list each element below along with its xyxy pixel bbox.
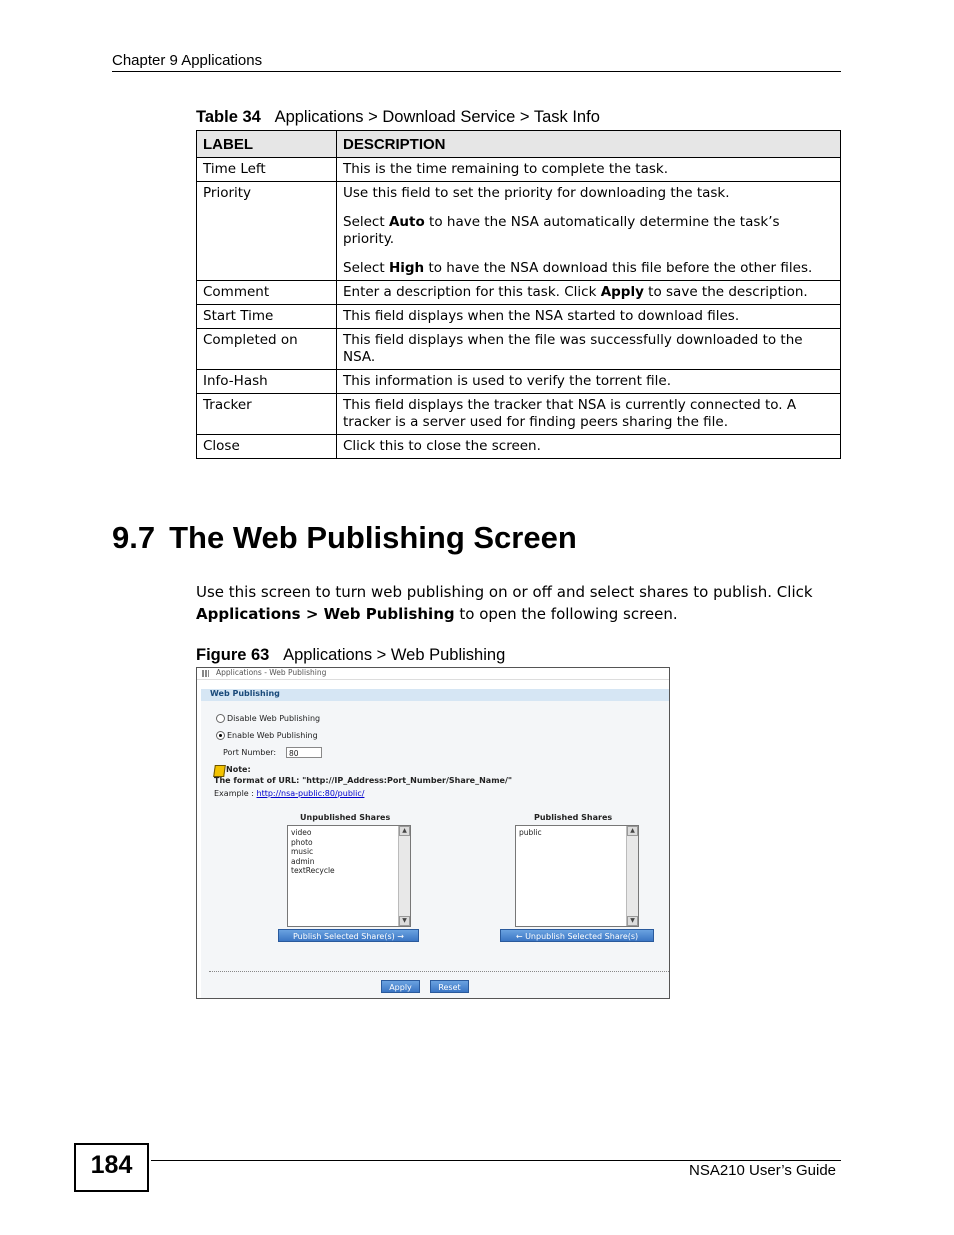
priority-paragraph-3 [343, 260, 834, 277]
published-shares-list[interactable] [515, 825, 639, 927]
row-label: Close [197, 435, 337, 459]
list-item[interactable]: video [291, 828, 312, 837]
note-label: Note: [226, 765, 251, 774]
list-item[interactable]: photo [291, 837, 313, 847]
table-header-row [197, 131, 841, 158]
row-description: Click this to close the screen. [337, 435, 841, 459]
web-publishing-screenshot [196, 667, 670, 999]
scroll-down-icon[interactable]: ▼ [399, 916, 410, 926]
text-span: to have the NSA download this file before the other files. [424, 260, 813, 276]
breadcrumb-bar [197, 668, 669, 680]
footer-rule [151, 1160, 841, 1161]
url-format [214, 776, 512, 785]
guide-title: NSA210 User’s Guide [689, 1162, 837, 1179]
row-label: Info-Hash [197, 370, 337, 394]
table-caption-text: Applications > Download Service > Task Info [274, 108, 600, 126]
enable-radio[interactable] [216, 731, 225, 740]
figure-caption-text: Applications > Web Publishing [283, 646, 506, 664]
figure-caption [196, 646, 505, 665]
disable-label: Disable Web Publishing [227, 714, 321, 723]
panel-title: Web Publishing [210, 689, 280, 698]
table-row [197, 435, 841, 459]
row-label: Tracker [197, 394, 337, 435]
row-label: Priority [197, 182, 337, 281]
port-label: Port Number: [223, 748, 277, 757]
chapter-header: Chapter 9 Applications [112, 52, 263, 69]
bold-term-apply: Apply [600, 284, 644, 300]
figure-caption-number: Figure 63 [196, 646, 270, 664]
row-description [337, 281, 841, 305]
divider [209, 971, 669, 972]
row-description: This field displays when the NSA started to download files. [337, 305, 841, 329]
section-title: The Web Publishing Screen [169, 520, 577, 555]
text-span: Example : [214, 789, 257, 798]
panel-title-bar [201, 689, 669, 701]
example-link[interactable]: http://nsa-public:80/public/ [256, 789, 365, 798]
scrollbar[interactable] [398, 826, 410, 926]
reset-button[interactable]: Reset [430, 980, 469, 993]
text-span: Select [343, 260, 389, 276]
table-row [197, 329, 841, 370]
published-items [519, 828, 542, 838]
row-label: Start Time [197, 305, 337, 329]
text-span: to save the description. [643, 284, 808, 300]
row-description: This information is used to verify the torrent file. [337, 370, 841, 394]
table-row [197, 370, 841, 394]
list-item[interactable]: public [519, 828, 542, 837]
list-item[interactable]: music [291, 847, 314, 857]
publish-button[interactable]: Publish Selected Share(s) → [278, 929, 419, 942]
breadcrumb: Applications - Web Publishing [216, 668, 327, 677]
row-description: This field displays when the file was successfully downloaded to the NSA. [337, 329, 841, 370]
row-description: This is the time remaining to complete the task. [337, 158, 841, 182]
column-header-label: LABEL [197, 131, 337, 158]
page-number: 184 [90, 1151, 133, 1179]
apply-button[interactable]: Apply [381, 980, 420, 993]
section-heading [112, 520, 577, 556]
priority-paragraph-2 [343, 214, 834, 248]
text-span: to open the following screen. [454, 604, 678, 623]
list-item[interactable]: textRecycle [291, 866, 335, 876]
table-row [197, 158, 841, 182]
scroll-up-icon[interactable]: ▲ [627, 826, 638, 836]
published-title: Published Shares [534, 813, 613, 822]
section-number: 9.7 [112, 520, 156, 555]
example-line [214, 789, 364, 798]
priority-paragraph-1: Use this field to set the priority for downloading the task. [343, 185, 730, 201]
panel-body [201, 701, 669, 998]
port-number-input[interactable]: 80 [286, 747, 322, 758]
enable-label: Enable Web Publishing [227, 731, 318, 740]
unpublished-title: Unpublished Shares [300, 813, 391, 822]
menu-path: Applications > Web Publishing [196, 604, 455, 623]
text-span: Select [343, 214, 389, 230]
row-label: Comment [197, 281, 337, 305]
row-label: Time Left [197, 158, 337, 182]
row-description: This field displays the tracker that NSA is currently connected to. A tracker is a server used for finding peers sharing the file. [337, 394, 841, 435]
text-span: to have the NSA automatically determine the task’s priority. [343, 214, 780, 247]
row-label: Completed on [197, 329, 337, 370]
intro-paragraph [196, 582, 846, 625]
bold-term-auto: Auto [388, 214, 425, 230]
unpublished-shares-list[interactable] [287, 825, 411, 927]
table-row [197, 281, 841, 305]
scroll-up-icon[interactable]: ▲ [399, 826, 410, 836]
scrollbar[interactable] [626, 826, 638, 926]
table-caption [196, 108, 600, 127]
unpublish-button[interactable]: ← Unpublish Selected Share(s) [500, 929, 654, 942]
grid-icon [202, 670, 209, 677]
text-span: Enter a description for this task. Click [343, 284, 601, 300]
text-span: Use this screen to turn web publishing on or off and select shares to publish. Click [196, 583, 813, 601]
bold-term-high: High [388, 260, 425, 276]
list-item[interactable]: admin [291, 856, 315, 866]
header-rule [112, 71, 841, 72]
url-format-value: "http://IP_Address:Port_Number/Share_Name/" [302, 776, 513, 785]
table-row [197, 305, 841, 329]
task-info-table [196, 130, 841, 459]
row-description [337, 182, 841, 281]
table-row [197, 394, 841, 435]
disable-radio[interactable] [216, 714, 225, 723]
unpublished-items [291, 828, 335, 876]
column-header-description: DESCRIPTION [337, 131, 841, 158]
table-row [197, 182, 841, 281]
scroll-down-icon[interactable]: ▼ [627, 916, 638, 926]
table-caption-number: Table 34 [196, 108, 261, 126]
text-span: The format of URL: [214, 776, 303, 785]
